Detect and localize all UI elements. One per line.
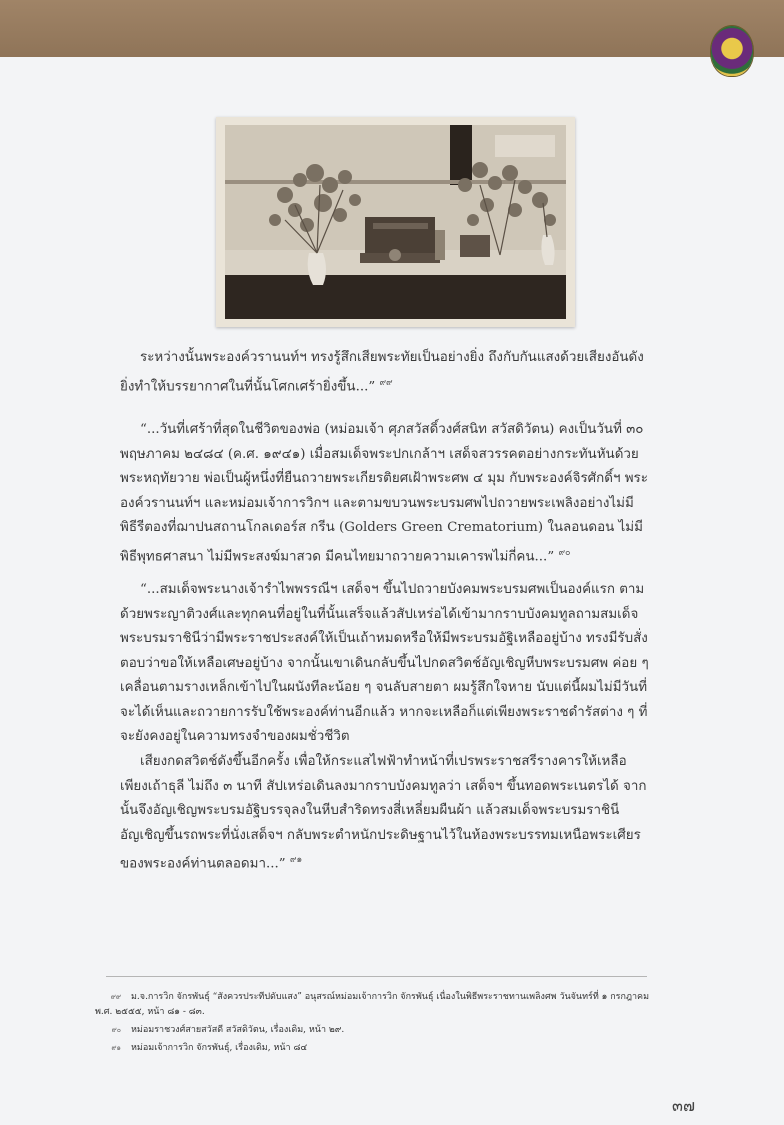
top-header-band (0, 0, 784, 57)
footnote-item (95, 1041, 655, 1056)
paragraph-4-ref: ๙๑ (289, 855, 303, 865)
footnote-text: หม่อมราชวงศ์สายสวัสดี สวัสดิวัตน, เรื่องเดิม, หน้า ๒๙. (131, 1025, 345, 1035)
paragraph-2-ref: ๙๐ (558, 547, 571, 558)
paragraph-4 (120, 750, 654, 877)
paragraph-1-ref: ๙๙ (379, 377, 393, 388)
footnotes (95, 990, 655, 1059)
paragraph-4-text: เสียงกดสวิตช์ดังขึ้นอีกครั้ง เพื่อให้กระแสไฟฟ้าทำหน้าที่เปรพระราชสรีรางคารให้เหลือเพียงเถ้าธุลี ไม่ถึง ๓ นาที สัปเหร่อเดินลงมากราบบังคมทูลว่า เสด็จฯ ขึ้นทอดพระเนตรได้ จากนั้นจึงอัญเชิญพระบรมอัฐิบรรจุลงในหีบสำริดทรงสี่เหลี่ยมผืนผ้า แล้วสมเด็จพระบรมราชินีอัญเชิญขึ้นรถพระที่นั่งเสด็จฯ กลับพระตำหนักประดิษฐานไว้ในห้องพระบรรทมเหนือพระเศียรของพระองค์ท่านตลอดมา...” (120, 754, 647, 872)
footnote-text: ม.จ.การวิก จักรพันธุ์ “สังควรประทีปดับแสง” อนุสรณ์หม่อมเจ้าการวิก จักรพันธุ์ เนื่องในพิธีพระราชทานเพลิงศพ วันจันทร์ที่ ๑ กรกฎาคม พ.ศ. ๒๕๕๕, หน้า ๘๑ - ๘๓. (95, 992, 650, 1017)
footnote-mark: ๙๐ (111, 1026, 121, 1034)
paragraph-1 (120, 346, 654, 399)
footnote-item (95, 1023, 655, 1038)
paragraph-2-text: “...วันที่เศร้าที่สุดในชีวิตของพ่อ (หม่อมเจ้า ศุภสวัสดิ์วงศ์สนิท สวัสดิวัตน) คงเป็นวันที่ ๓๐ พฤษภาคม ๒๔๘๔ (ค.ศ. ๑๙๔๑) เมื่อสมเด็จพระปกเกล้าฯ เสด็จสวรรคตอย่างกระทันหันด้วยพระหฤทัยวาย พ่อเป็นผู้หนึ่งที่ยืนถวายพระเกียรติยศเฝ้าพระศพ ๔ มุม กับพระองค์จิรศักดิ์ฯ พระองค์วรานนท์ฯ และหม่อมเจ้าการวิกฯ และตามขบวนพระบรมศพไปถวายพระเพลิงอย่างไม่มีพิธีรีตองที่ฌาปนสถานโกลเดอร์ส กรีน (Golders Green Crematorium) ในลอนดอน ไม่มีพิธีพุทธศาสนา ไม่มีพระสงฆ์มาสวด มีคนไทยมาถวายความเคารพไม่กี่คน...” (120, 422, 648, 564)
footnote-item (95, 990, 655, 1020)
photo-image (225, 125, 566, 319)
paragraph-3-text: “...สมเด็จพระนางเจ้ารำไพพรรณีฯ เสด็จฯ ขึ้นไปถวายบังคมพระบรมศพเป็นองค์แรก ตามด้วยพระญาติวงศ์และทุกคนที่อยู่ในที่นั้นเสร็จแล้วสัปเหร่อได้เข้ามากราบบังคมทูลถามสมเด็จพระบรมราชินีว่ามีพระราชประสงค์ให้เป็นเถ้าหมดหรือให้มีพระบรมอัฐิเหลืออยู่บ้าง ทรงมีรับสั่งตอบว่าขอให้เหลือเศษอยู่บ้าง จากนั้นเขาเดินกลับขึ้นไปกดสวิตช์อัญเชิญหีบพระบรมศพ ค่อย ๆ เคลื่อนตามรางเหล็กเข้าไปในผนังทีละน้อย ๆ จนลับสายตา ผมรู้สึกใจหาย นับแต่นี้ผมไม่มีวันที่จะได้เห็นและถวายการรับใช้พระองค์ท่านอีกแล้ว หากจะเหลือก็แต่เพียงพระราชดำรัสต่าง ๆ ที่จะยังคงอยู่ในความทรงจำของผมชั่วชีวิต (120, 582, 649, 744)
paragraph-1-text: ระหว่างนั้นพระองค์วรานนท์ฯ ทรงรู้สึกเสียพระทัยเป็นอย่างยิ่ง ถึงกับกันแสงด้วยเสียงอันดัง ยิ่งทำให้บรรยากาศในที่นั้นโศกเศร้ายิ่งขึ้น...” (120, 350, 644, 394)
footnote-mark: ๙๙ (110, 993, 121, 1001)
paragraph-3 (120, 578, 654, 750)
footnote-text: หม่อมเจ้าการวิก จักรพันธุ์, เรื่องเดิม, หน้า ๘๔ (131, 1043, 308, 1053)
page-number: ๓๗ (672, 1096, 695, 1115)
footnote-mark: ๙๑ (111, 1044, 121, 1052)
paragraph-2 (120, 418, 654, 569)
footnote-divider (106, 976, 647, 977)
historical-photograph (216, 117, 575, 327)
university-emblem-icon (711, 26, 753, 76)
